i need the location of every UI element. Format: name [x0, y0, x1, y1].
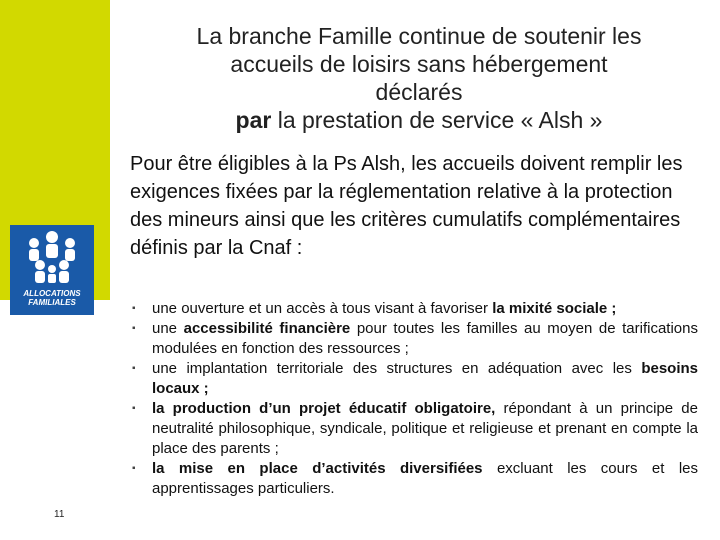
bullet-bold: la mise en place d’activités diversifiées: [152, 460, 483, 477]
page-number: 11: [54, 509, 65, 520]
bullet-bold: accessibilité financière: [183, 320, 351, 337]
bullet-text: une ouverture et un accès à tous visant à favoriser: [152, 300, 493, 317]
title-line-2: accueils de loisirs sans hébergement: [230, 51, 608, 77]
bullet-square-icon: ▪: [132, 363, 136, 374]
list-item: [132, 459, 698, 499]
logo-text-line1: ALLOCATIONS: [23, 289, 81, 298]
bullet-text-after: excluant les cours et les apprentissages particuliers.: [152, 460, 698, 497]
criteria-list: [132, 299, 698, 499]
bullet-square-icon: ▪: [132, 463, 136, 474]
intro-paragraph: Pour être éligibles à la Ps Alsh, les accueils doivent remplir les exigences fixées par la réglementation relative à la protection des mineurs ainsi que les critères cumulatifs complémentaires définis par la Cnaf :: [130, 153, 683, 259]
title-line-1: La branche Famille continue de soutenir les: [196, 23, 642, 49]
logo-text-line2: FAMILIALES: [28, 298, 76, 307]
bullet-bold: besoins locaux ;: [152, 360, 698, 397]
bullet-text-after: pour toutes les familles au moyen de tarifications modulées en fonction des ressources ;: [152, 320, 698, 357]
sidebar-lower: [0, 300, 110, 540]
list-item: [132, 359, 698, 399]
title-line-4-rest: la prestation de service « Alsh »: [271, 107, 603, 133]
families-logo-icon: [10, 225, 94, 289]
caf-logo: [10, 225, 94, 315]
title-line-3: déclarés: [375, 79, 463, 105]
bullet-text: une implantation territoriale des structures en adéquation avec les: [152, 360, 642, 377]
bullet-text-after: répondant à un principe de neutralité philosophique, syndicale, politique et religieuse et prenant en compte la place des parents ;: [152, 400, 698, 457]
title-line-4-bold: par: [235, 107, 272, 133]
bullet-square-icon: ▪: [132, 303, 136, 314]
slide-title: [120, 22, 718, 134]
bullet-text: une: [152, 320, 184, 337]
bullet-bold: la production d’un projet éducatif obligatoire,: [152, 400, 496, 417]
list-item: [132, 399, 698, 459]
bullet-square-icon: ▪: [132, 403, 136, 414]
list-item: [132, 319, 698, 359]
bullet-square-icon: ▪: [132, 323, 136, 334]
logo-text: [10, 289, 94, 307]
title-line-4: [120, 106, 718, 134]
bullet-bold: la mixité sociale ;: [492, 300, 617, 317]
list-item: [132, 299, 698, 319]
